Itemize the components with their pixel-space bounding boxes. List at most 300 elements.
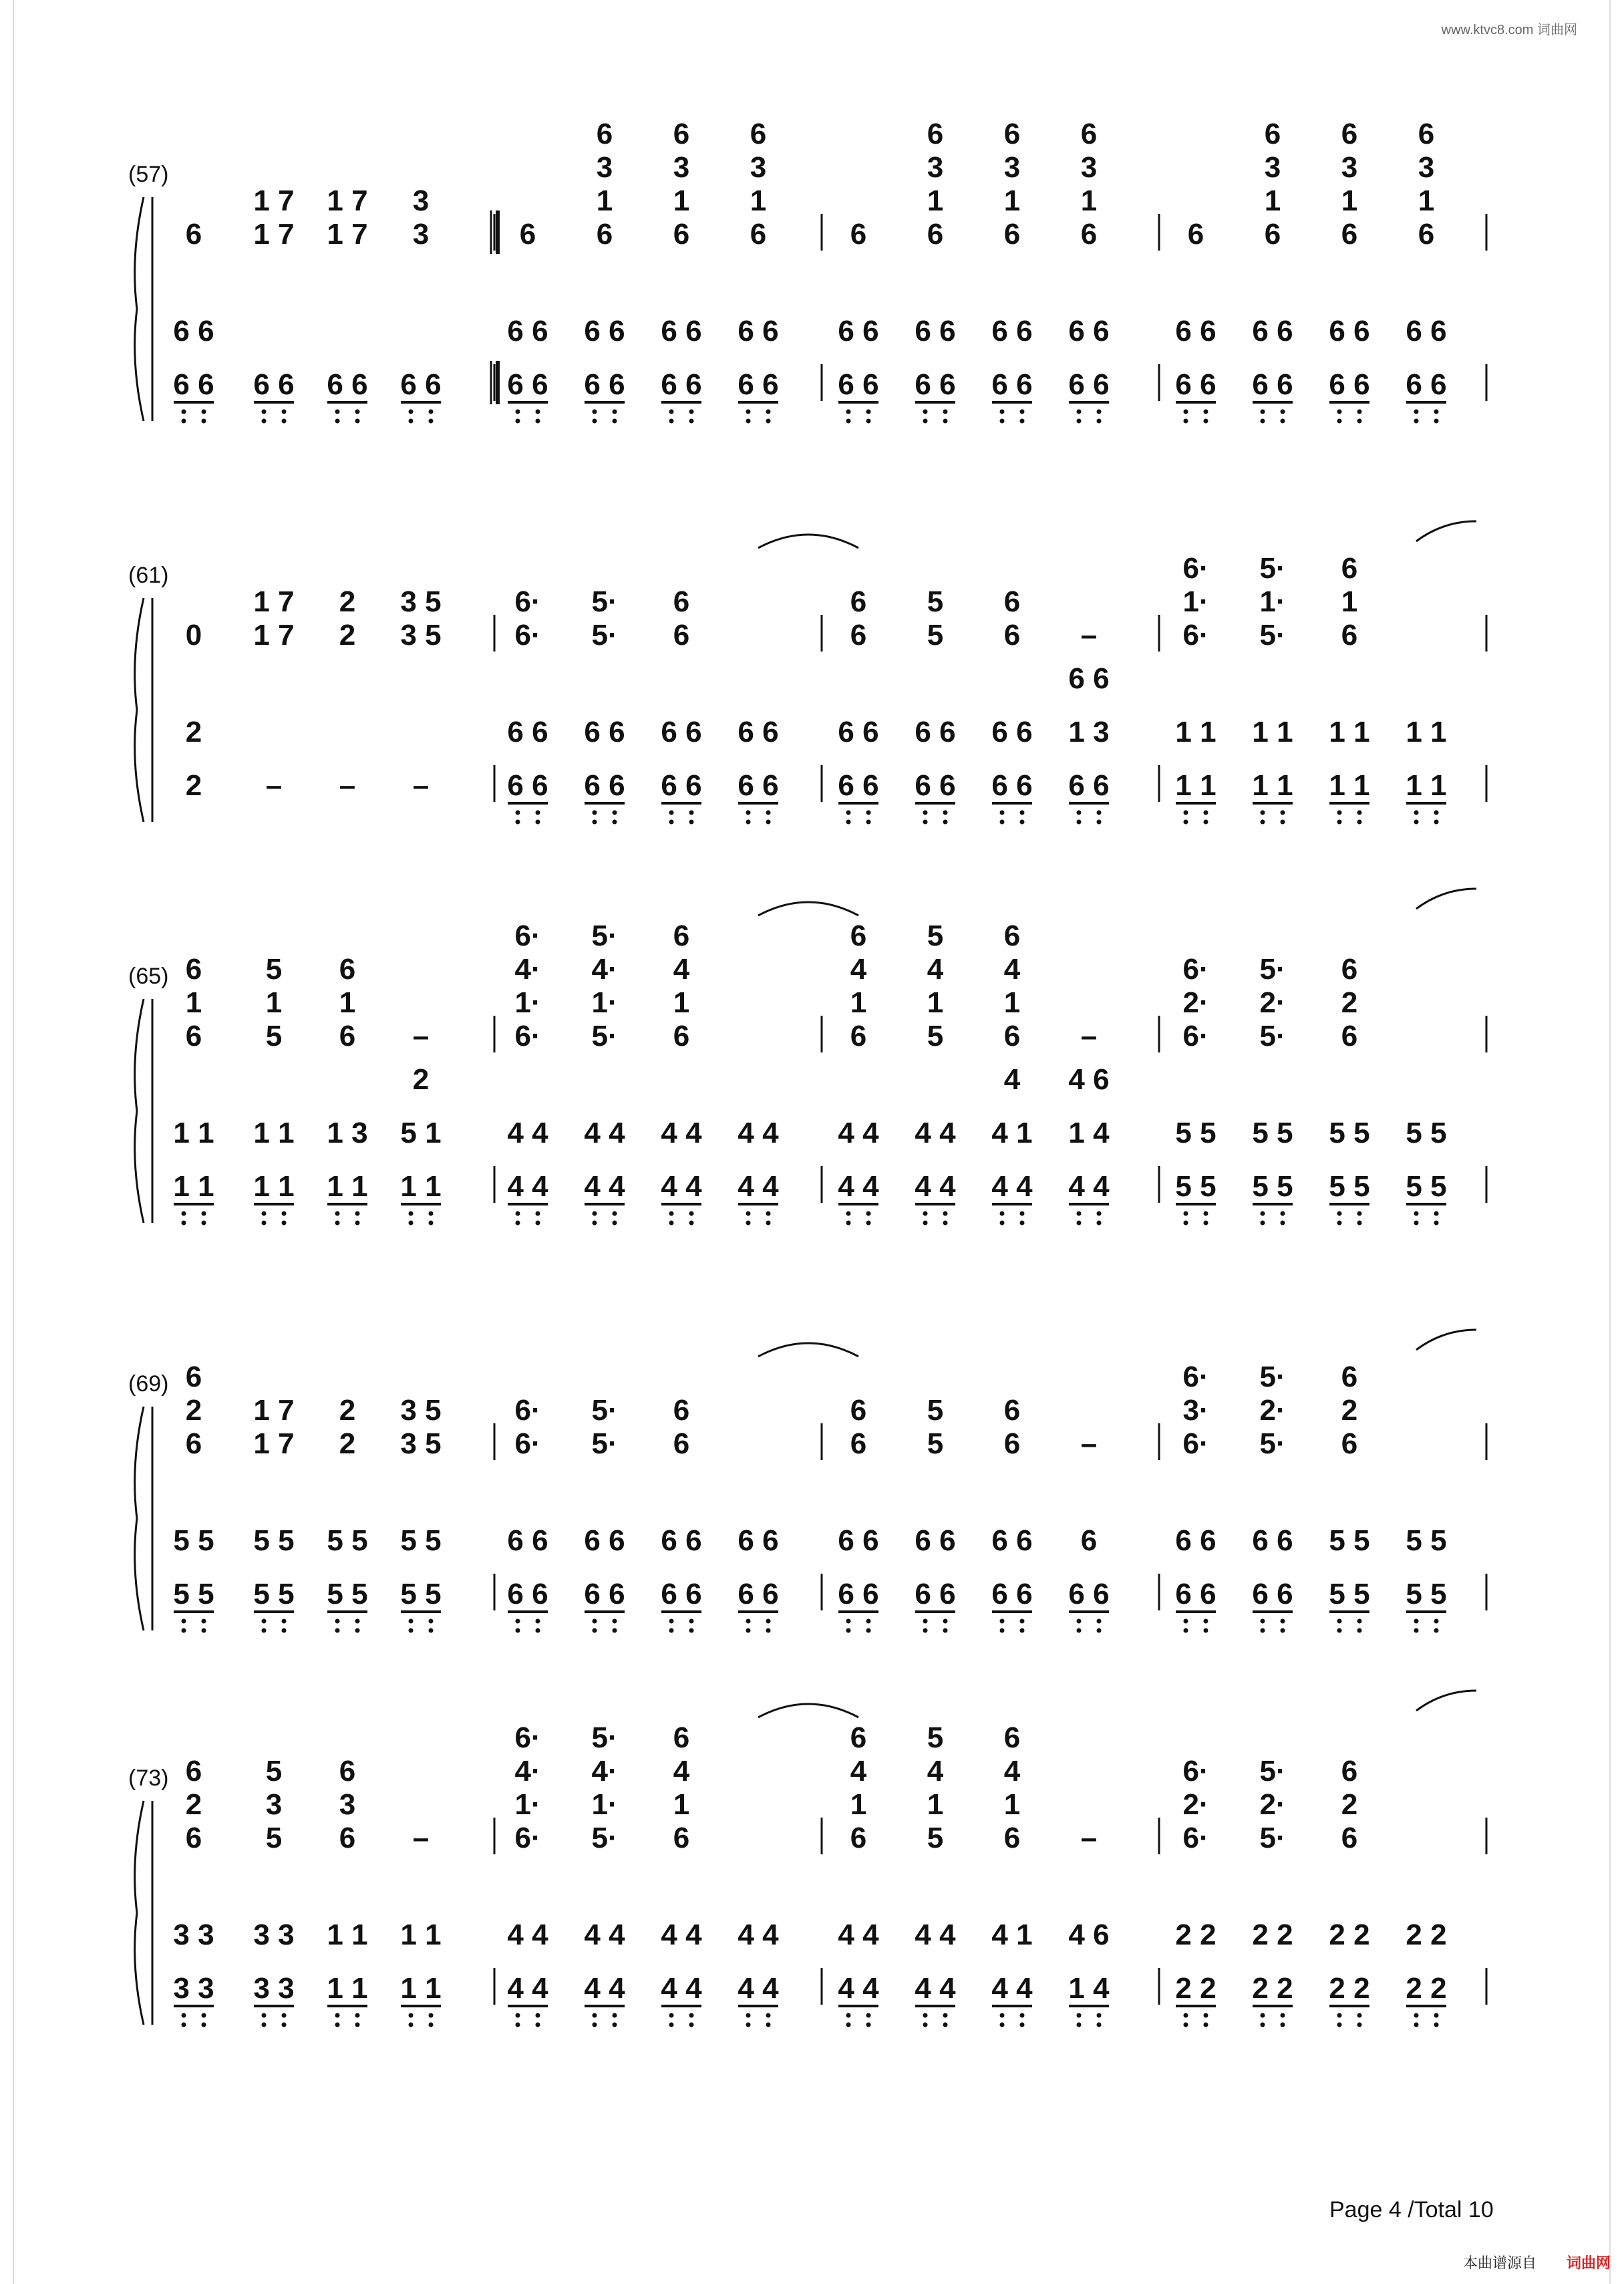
octave-dot: [516, 820, 520, 825]
octave-dot: [1281, 1221, 1285, 1226]
octave-dot: [355, 1628, 360, 1633]
upper-note: –: [412, 1822, 430, 1854]
lower-note: 6 6: [1175, 368, 1216, 401]
upper-note: 6: [185, 1427, 202, 1460]
lower-note: 6 6: [1252, 368, 1293, 401]
upper-note: 6: [1341, 1427, 1358, 1460]
lower-note: 6 6: [991, 315, 1033, 347]
lower-note: 4 6: [1068, 1063, 1110, 1096]
octave-dot: [335, 410, 340, 414]
lower-note: 2 2: [1329, 1972, 1370, 2005]
octave-dot: [846, 820, 851, 825]
lower-note: 5 5: [173, 1524, 214, 1557]
upper-note: 1 7: [253, 619, 295, 652]
octave-dot: [1434, 419, 1439, 424]
upper-note: –: [1080, 1822, 1098, 1854]
octave-dot: [1281, 1628, 1285, 1633]
upper-note: 1: [927, 184, 944, 217]
octave-dot: [1414, 2023, 1419, 2027]
upper-note: 5·: [1259, 1361, 1286, 1393]
octave-dot: [689, 820, 694, 825]
octave-dot: [1097, 820, 1102, 825]
octave-dot: [409, 1619, 414, 1624]
lower-note: 4 4: [584, 1170, 625, 1203]
upper-note: 6: [1341, 1361, 1358, 1393]
upper-note: 1: [850, 986, 867, 1019]
octave-dot: [262, 410, 267, 414]
octave-dot: [1414, 1619, 1419, 1624]
upper-note: 3·: [1182, 1394, 1209, 1427]
octave-dot: [282, 2013, 287, 2018]
octave-dot: [593, 410, 597, 414]
lower-note: 1 1: [400, 1918, 442, 1951]
upper-note: 6: [927, 118, 944, 150]
octave-dot: [1261, 2023, 1265, 2027]
octave-dot: [1357, 811, 1362, 815]
octave-dot: [282, 410, 287, 414]
lower-note: 4 4: [661, 1918, 702, 1951]
octave-dot: [1184, 419, 1188, 424]
upper-note: 5·: [1259, 619, 1286, 652]
octave-dot: [1414, 1628, 1419, 1633]
upper-note: 6·: [1182, 953, 1209, 986]
lower-note: 4 4: [991, 1972, 1033, 2005]
lower-note: 6 6: [991, 716, 1033, 748]
octave-dot: [613, 811, 617, 815]
octave-dot: [1020, 410, 1025, 414]
upper-note: 1: [1341, 585, 1358, 618]
staff-brace: [135, 197, 144, 421]
octave-dot: [669, 2023, 674, 2027]
octave-dot: [866, 1619, 871, 1624]
lower-note: 5 5: [400, 1578, 442, 1610]
octave-dot: [766, 1211, 771, 1216]
octave-dot: [1281, 811, 1285, 815]
octave-dot: [1000, 2023, 1005, 2027]
upper-note: 6: [185, 218, 202, 251]
octave-dot: [262, 1619, 267, 1624]
lower-note: 6 6: [584, 769, 625, 802]
octave-dot: [1337, 1221, 1342, 1226]
octave-dot: [1000, 820, 1005, 825]
lower-note: 6 6: [661, 1578, 702, 1610]
octave-dot: [923, 1619, 928, 1624]
upper-note: 6: [1418, 218, 1435, 251]
octave-dot: [1184, 1619, 1188, 1624]
octave-dot: [766, 2013, 771, 2018]
lower-note: 2 2: [1252, 1972, 1293, 2005]
upper-note: 6: [850, 919, 867, 952]
lower-note: 1 1: [327, 1170, 368, 1203]
octave-dot: [1281, 1211, 1285, 1216]
octave-dot: [689, 1211, 694, 1216]
upper-note: 3: [750, 151, 767, 184]
octave-dot: [262, 419, 267, 424]
octave-dot: [1097, 1211, 1102, 1216]
upper-note: 3: [1080, 151, 1098, 184]
octave-dot: [355, 1211, 360, 1216]
octave-dot: [766, 1221, 771, 1226]
upper-note: 6: [927, 218, 944, 251]
lower-note: 6 6: [1252, 1578, 1293, 1610]
upper-note: 1: [1080, 184, 1098, 217]
octave-dot: [846, 811, 851, 815]
upper-note: 6: [850, 1020, 867, 1052]
octave-dot: [866, 820, 871, 825]
octave-dot: [1000, 1221, 1005, 1226]
lower-note: 4 4: [838, 1170, 879, 1203]
octave-dot: [182, 1619, 186, 1624]
octave-dot: [593, 1211, 597, 1216]
octave-dot: [846, 1619, 851, 1624]
octave-dot: [182, 1221, 186, 1226]
octave-dot: [536, 419, 540, 424]
upper-note: 2: [1341, 1788, 1358, 1821]
upper-note: 1: [1003, 986, 1021, 1019]
octave-dot: [1000, 2013, 1005, 2018]
upper-note: 6: [1080, 118, 1098, 150]
upper-note: 1: [1341, 184, 1358, 217]
lower-note: 6 6: [915, 368, 956, 401]
upper-note: 2: [185, 1394, 202, 1427]
octave-dot: [1337, 410, 1342, 414]
octave-dot: [1097, 1619, 1102, 1624]
octave-dot: [669, 1221, 674, 1226]
lower-note: 6 6: [738, 315, 779, 347]
octave-dot: [923, 419, 928, 424]
octave-dot: [766, 1628, 771, 1633]
lower-note: 6 6: [738, 769, 779, 802]
octave-dot: [1077, 1221, 1082, 1226]
lower-note: 6 6: [991, 1524, 1033, 1557]
upper-note: 6: [1003, 585, 1021, 618]
octave-dot: [1414, 820, 1419, 825]
octave-dot: [846, 2023, 851, 2027]
octave-dot: [282, 1211, 287, 1216]
octave-dot: [1000, 1628, 1005, 1633]
octave-dot: [1414, 811, 1419, 815]
octave-dot: [1184, 820, 1188, 825]
octave-dot: [355, 1221, 360, 1226]
octave-dot: [1097, 811, 1102, 815]
octave-dot: [613, 419, 617, 424]
octave-dot: [536, 1619, 540, 1624]
lower-note: 6 6: [507, 769, 548, 802]
upper-note: 5·: [1259, 1427, 1286, 1460]
octave-dot: [1434, 820, 1439, 825]
upper-note: 1: [185, 986, 202, 1019]
lower-note: 2 2: [1406, 1972, 1447, 2005]
octave-dot: [746, 410, 751, 414]
upper-note: 6·: [1182, 1427, 1209, 1460]
octave-dot: [689, 811, 694, 815]
upper-note: 6: [750, 118, 767, 150]
upper-note: 3: [1418, 151, 1435, 184]
lower-note: 1 1: [1175, 716, 1216, 748]
upper-note: 1: [673, 184, 690, 217]
octave-dot: [593, 419, 597, 424]
octave-dot: [1077, 2013, 1082, 2018]
upper-note: 6: [1264, 218, 1281, 251]
upper-note: 1: [265, 986, 283, 1019]
measure-number: (65): [128, 964, 169, 989]
octave-dot: [1357, 2023, 1362, 2027]
upper-note: 6: [1341, 619, 1358, 652]
upper-note: 4: [673, 953, 690, 986]
upper-note: 6: [185, 1020, 202, 1052]
octave-dot: [746, 1628, 751, 1633]
upper-note: 6: [339, 1822, 356, 1854]
octave-dot: [1414, 1211, 1419, 1216]
octave-dot: [1281, 2023, 1285, 2027]
lower-note: 5 5: [400, 1524, 442, 1557]
octave-dot: [262, 1221, 267, 1226]
lower-note: 6 6: [173, 315, 214, 347]
octave-dot: [1000, 419, 1005, 424]
octave-dot: [1184, 1628, 1188, 1633]
lower-note: 6 6: [507, 1578, 548, 1610]
lower-note: 6 6: [507, 368, 548, 401]
octave-dot: [282, 419, 287, 424]
octave-dot: [1184, 410, 1188, 414]
lower-note: 4 4: [738, 1170, 779, 1203]
lower-note: 1 1: [1329, 716, 1370, 748]
lower-note: 6 6: [584, 716, 625, 748]
lower-note: 5 5: [327, 1578, 368, 1610]
octave-dot: [536, 1221, 540, 1226]
lower-note: 5 5: [327, 1524, 368, 1557]
lower-note: 6 6: [915, 769, 956, 802]
lower-note: 6 6: [584, 1524, 625, 1557]
lower-note: 4 1: [991, 1918, 1033, 1951]
octave-dot: [1077, 419, 1082, 424]
upper-note: 6: [1080, 218, 1098, 251]
upper-note: 5·: [591, 919, 618, 952]
octave-dot: [355, 419, 360, 424]
lower-note: 6 6: [661, 368, 702, 401]
lower-note: 4 4: [915, 1972, 956, 2005]
upper-note: 3: [339, 1788, 356, 1821]
octave-dot: [866, 410, 871, 414]
upper-note: 3: [927, 151, 944, 184]
octave-dot: [409, 2023, 414, 2027]
octave-dot: [1281, 2013, 1285, 2018]
upper-note: 5: [265, 953, 283, 986]
octave-dot: [943, 811, 948, 815]
octave-dot: [593, 2013, 597, 2018]
octave-dot: [182, 410, 186, 414]
upper-note: 6: [1003, 619, 1021, 652]
upper-note: 1: [1264, 184, 1281, 217]
octave-dot: [669, 820, 674, 825]
lower-note: 6 6: [991, 1578, 1033, 1610]
octave-dot: [1184, 811, 1188, 815]
upper-note: –: [1080, 1020, 1098, 1052]
lower-note: –: [339, 769, 356, 802]
tie-arc-start: [1416, 1330, 1476, 1350]
upper-note: 5: [265, 1822, 283, 1854]
tie-arc: [758, 1704, 858, 1717]
octave-dot: [1020, 820, 1025, 825]
upper-note: 5: [927, 1721, 944, 1754]
octave-dot: [1434, 2013, 1439, 2018]
octave-dot: [355, 1619, 360, 1624]
lower-note: 6 6: [507, 315, 548, 347]
octave-dot: [282, 1628, 287, 1633]
upper-note: 6: [1003, 1721, 1021, 1754]
octave-dot: [409, 419, 414, 424]
upper-note: 6·: [514, 1427, 541, 1460]
octave-dot: [1261, 820, 1265, 825]
lower-note: 5 5: [173, 1578, 214, 1610]
lower-note: 6 6: [1252, 1524, 1293, 1557]
octave-dot: [429, 1221, 434, 1226]
upper-note: 1: [1003, 1788, 1021, 1821]
staff-brace: [135, 1801, 144, 2025]
upper-note: 6: [339, 1755, 356, 1788]
lower-note: 6 6: [1406, 315, 1447, 347]
upper-note: 5: [265, 1755, 283, 1788]
octave-dot: [202, 1628, 206, 1633]
upper-note: 4: [673, 1755, 690, 1788]
octave-dot: [766, 410, 771, 414]
octave-dot: [335, 2013, 340, 2018]
lower-note: 1 3: [1068, 716, 1110, 748]
upper-note: 1 7: [327, 184, 368, 217]
lower-note: 2: [185, 769, 202, 802]
octave-dot: [335, 1628, 340, 1633]
lower-note: 5 5: [1406, 1170, 1447, 1203]
lower-note: 4 4: [838, 1918, 879, 1951]
upper-note: 6·: [514, 919, 541, 952]
octave-dot: [613, 1628, 617, 1633]
octave-dot: [1414, 2013, 1419, 2018]
lower-note: 6 6: [738, 716, 779, 748]
lower-note: 6 6: [1068, 769, 1110, 802]
octave-dot: [593, 2023, 597, 2027]
lower-note: 6 6: [738, 368, 779, 401]
octave-dot: [689, 1221, 694, 1226]
octave-dot: [1337, 2023, 1342, 2027]
octave-dot: [1020, 1211, 1025, 1216]
octave-dot: [1000, 811, 1005, 815]
octave-dot: [1204, 1221, 1208, 1226]
octave-dot: [1357, 2013, 1362, 2018]
upper-note: 1·: [1182, 585, 1209, 618]
octave-dot: [846, 419, 851, 424]
octave-dot: [262, 2013, 267, 2018]
octave-dot: [1184, 2023, 1188, 2027]
octave-dot: [335, 419, 340, 424]
measure-number: (69): [128, 1371, 169, 1397]
measure-number: (57): [128, 162, 169, 187]
octave-dot: [182, 419, 186, 424]
octave-dot: [746, 1619, 751, 1624]
upper-note: 2: [339, 619, 356, 652]
octave-dot: [1337, 1211, 1342, 1216]
upper-note: 6: [1418, 118, 1435, 150]
upper-note: 1·: [1259, 585, 1286, 618]
lower-note: 6 6: [400, 368, 442, 401]
octave-dot: [593, 811, 597, 815]
tie-arc: [758, 1343, 858, 1357]
octave-dot: [943, 1221, 948, 1226]
octave-dot: [943, 2013, 948, 2018]
tie-arc-start: [1416, 521, 1476, 541]
upper-note: 5: [927, 619, 944, 652]
octave-dot: [1261, 410, 1265, 414]
lower-note: 6 6: [1175, 1578, 1216, 1610]
upper-note: 0: [185, 619, 202, 652]
octave-dot: [262, 2023, 267, 2027]
octave-dot: [1020, 1221, 1025, 1226]
upper-note: 3: [412, 218, 430, 251]
lower-note: 6 6: [915, 716, 956, 748]
octave-dot: [409, 1211, 414, 1216]
page-number: Page 4 /Total 10: [1329, 2197, 1494, 2223]
lower-note: 6 6: [173, 368, 214, 401]
octave-dot: [536, 820, 540, 825]
octave-dot: [1000, 410, 1005, 414]
upper-note: 4: [850, 953, 867, 986]
octave-dot: [1414, 1221, 1419, 1226]
octave-dot: [182, 2013, 186, 2018]
lower-note: 3 3: [253, 1972, 295, 2005]
lower-note: 6 6: [584, 368, 625, 401]
octave-dot: [593, 1221, 597, 1226]
octave-dot: [669, 419, 674, 424]
upper-note: 6: [1003, 1020, 1021, 1052]
octave-dot: [766, 820, 771, 825]
octave-dot: [1097, 419, 1102, 424]
octave-dot: [613, 2013, 617, 2018]
octave-dot: [1000, 1211, 1005, 1216]
upper-note: 6·: [1182, 1822, 1209, 1854]
octave-dot: [613, 410, 617, 414]
octave-dot: [202, 410, 206, 414]
upper-note: 1: [339, 986, 356, 1019]
octave-dot: [262, 1628, 267, 1633]
lower-note: 1 1: [1175, 769, 1216, 802]
octave-dot: [746, 811, 751, 815]
lower-note: 5 5: [1175, 1170, 1216, 1203]
lower-note: 3 3: [173, 1972, 214, 2005]
octave-dot: [923, 2023, 928, 2027]
lower-note: 5 5: [1329, 1524, 1370, 1557]
lower-note: 6 6: [1068, 662, 1110, 695]
octave-dot: [1434, 1221, 1439, 1226]
upper-note: 6: [1003, 1394, 1021, 1427]
upper-note: 5·: [591, 1822, 618, 1854]
lower-note: 2 2: [1252, 1918, 1293, 1951]
lower-note: 5 5: [1406, 1578, 1447, 1610]
octave-dot: [1357, 820, 1362, 825]
octave-dot: [866, 1628, 871, 1633]
octave-dot: [1020, 1628, 1025, 1633]
upper-note: 6: [185, 953, 202, 986]
upper-note: 6: [673, 1721, 690, 1754]
octave-dot: [669, 1619, 674, 1624]
site-url: www.ktvc8.com 词曲网: [1441, 23, 1577, 37]
footer-logo-text: 本曲谱源自: [1463, 2255, 1537, 2271]
footer-logo-brand: 词曲网: [1567, 2255, 1611, 2271]
octave-dot: [1357, 419, 1362, 424]
lower-note: 6 6: [661, 716, 702, 748]
octave-dot: [1414, 419, 1419, 424]
octave-dot: [1337, 1619, 1342, 1624]
upper-note: 2: [1341, 986, 1358, 1019]
octave-dot: [1077, 410, 1082, 414]
